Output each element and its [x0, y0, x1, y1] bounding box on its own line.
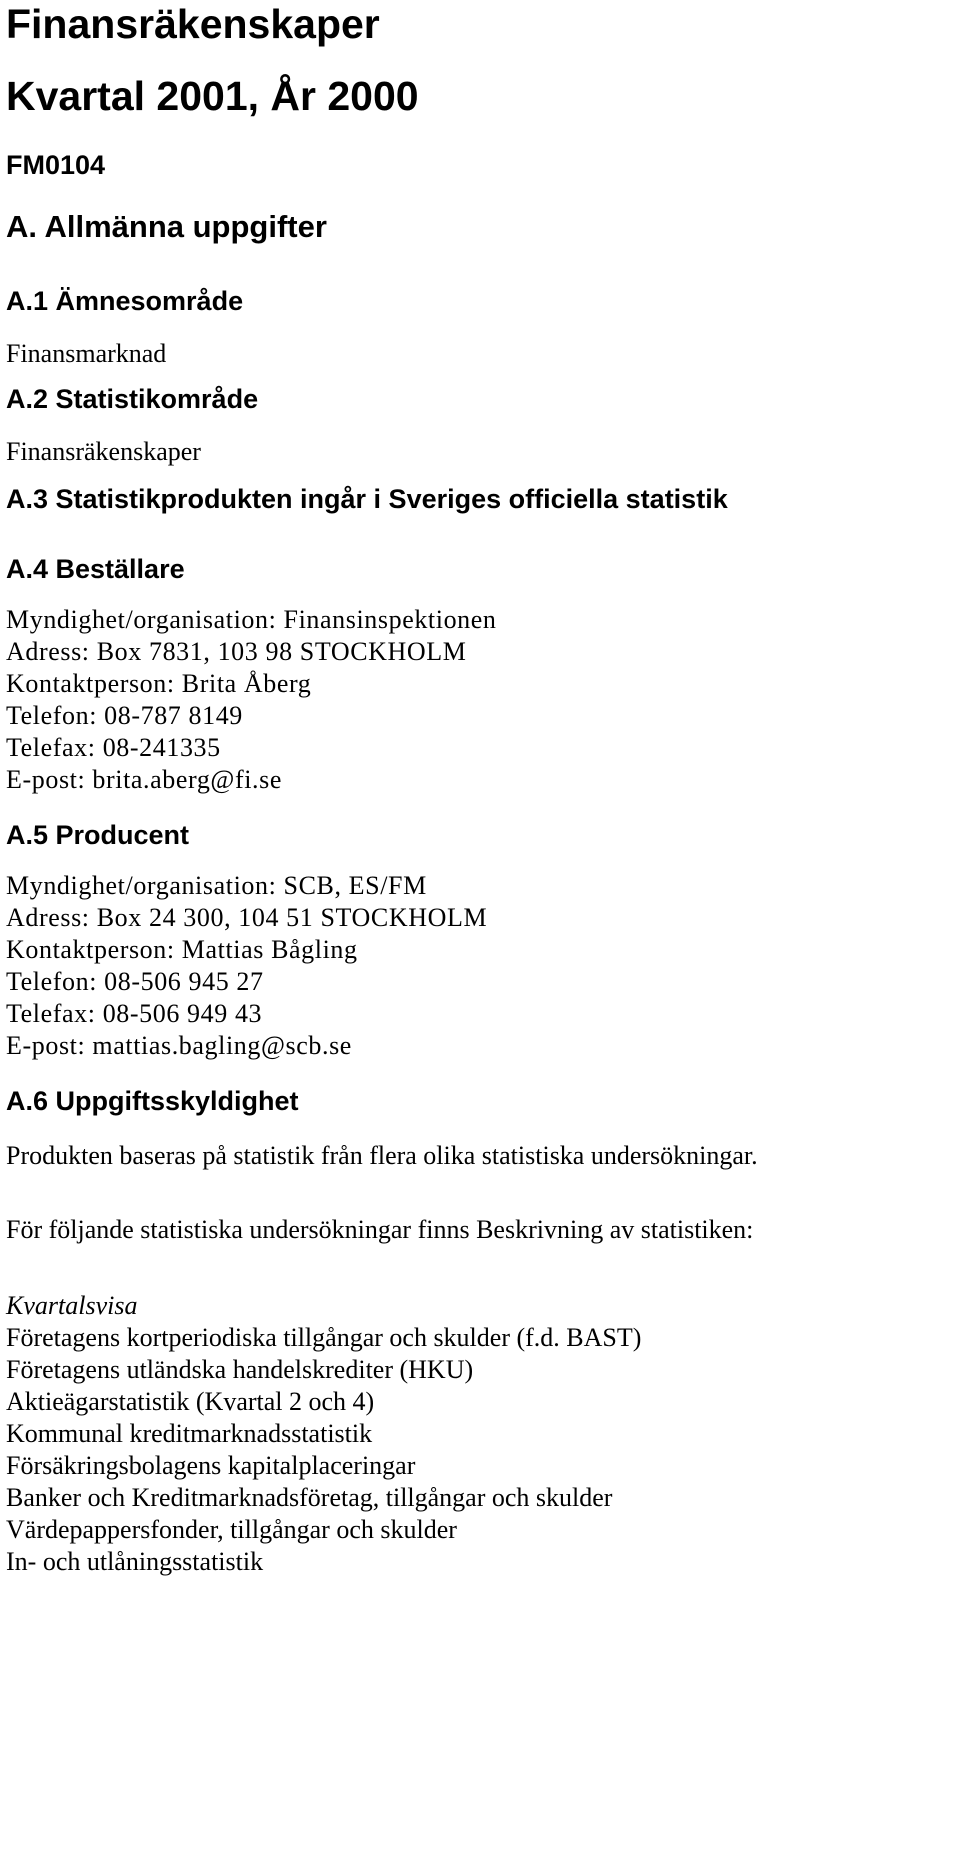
contact-line: E-post: brita.aberg@fi.se	[6, 765, 283, 794]
list-item: Företagens utländska handelskrediter (HKU)	[6, 1355, 474, 1384]
text-a1: Finansmarknad	[6, 339, 167, 368]
contact-line: Kontaktperson: Mattias Bågling	[6, 935, 358, 964]
contact-line: E-post: mattias.bagling@scb.se	[6, 1031, 352, 1060]
heading-a4: A.4 Beställare	[6, 554, 185, 584]
contact-block-producer	[6, 870, 487, 1062]
contact-block-orderer	[6, 604, 497, 796]
document-title: Finansräkenskaper	[6, 1, 380, 47]
contact-line: Myndighet/organisation: Finansinspektionen	[6, 605, 497, 634]
list-item: Företagens kortperiodiska tillgångar och skulder (f.d. BAST)	[6, 1323, 642, 1352]
paragraph-surveys: För följande statistiska undersökningar finns Beskrivning av statistiken:	[6, 1215, 754, 1244]
contact-line: Adress: Box 7831, 103 98 STOCKHOLM	[6, 637, 467, 666]
list-item: In- och utlåningsstatistik	[6, 1547, 264, 1576]
heading-a5: A.5 Producent	[6, 820, 190, 850]
heading-a2: A.2 Statistikområde	[6, 384, 259, 414]
heading-a1: A.1 Ämnesområde	[6, 286, 244, 316]
list-item: Värdepappersfonder, tillgångar och skulder	[6, 1515, 457, 1544]
survey-list	[6, 1322, 641, 1578]
list-item: Försäkringsbolagens kapitalplaceringar	[6, 1451, 416, 1480]
section-heading-a: A. Allmänna uppgifter	[6, 209, 327, 244]
contact-line: Myndighet/organisation: SCB, ES/FM	[6, 871, 427, 900]
product-code: FM0104	[6, 150, 106, 180]
contact-line: Adress: Box 24 300, 104 51 STOCKHOLM	[6, 903, 488, 932]
paragraph-basis: Produkten baseras på statistik från flera olika statistiska undersökningar.	[6, 1141, 758, 1170]
contact-line: Telefax: 08-241335	[6, 733, 221, 762]
document-subtitle: Kvartal 2001, År 2000	[6, 73, 419, 119]
text-a2: Finansräkenskaper	[6, 437, 201, 466]
heading-a6: A.6 Uppgiftsskyldighet	[6, 1086, 299, 1116]
contact-line: Telefon: 08-506 945 27	[6, 967, 264, 996]
contact-line: Telefax: 08-506 949 43	[6, 999, 263, 1028]
heading-a3: A.3 Statistikprodukten ingår i Sveriges officiella statistik	[6, 484, 728, 514]
list-heading-quarterly: Kvartalsvisa	[6, 1291, 138, 1320]
list-item: Kommunal kreditmarknadsstatistik	[6, 1419, 373, 1448]
list-item: Aktieägarstatistik (Kvartal 2 och 4)	[6, 1387, 375, 1416]
list-item: Banker och Kreditmarknadsföretag, tillgångar och skulder	[6, 1483, 613, 1512]
contact-line: Kontaktperson: Brita Åberg	[6, 669, 312, 698]
contact-line: Telefon: 08-787 8149	[6, 701, 243, 730]
